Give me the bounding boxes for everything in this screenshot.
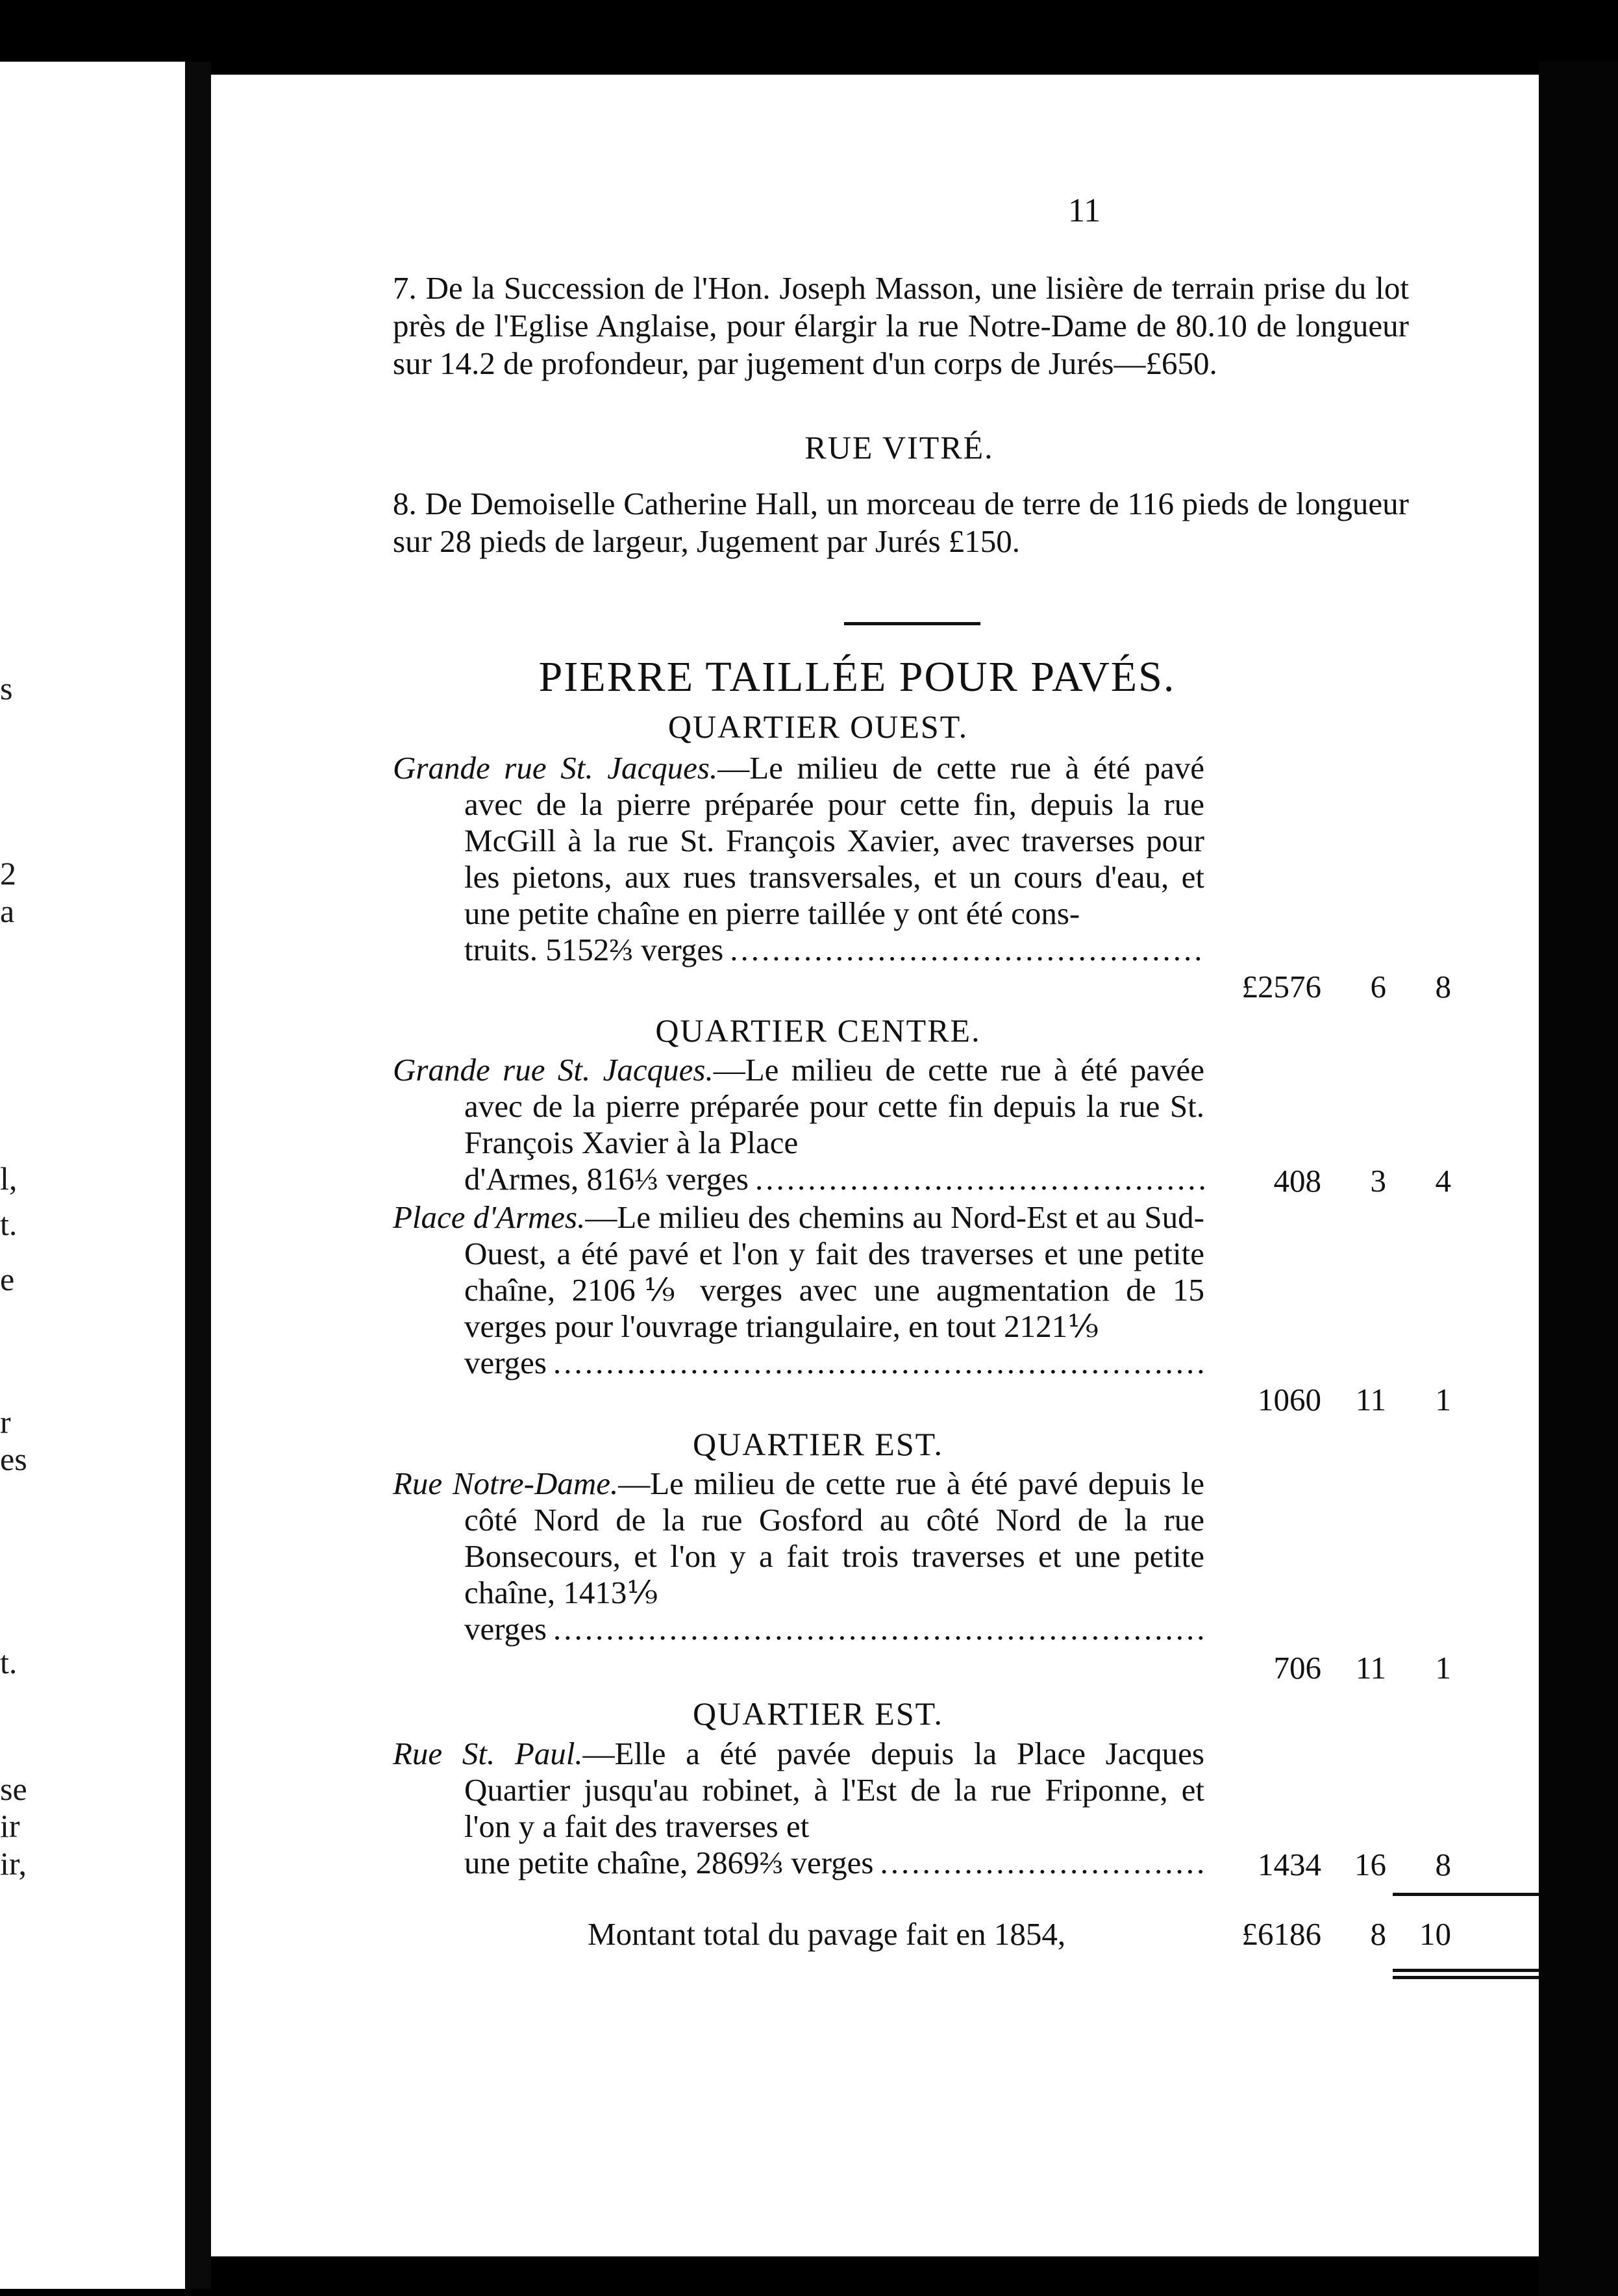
amount-pence: 1 <box>1435 1382 1451 1417</box>
district-heading: QUARTIER EST. <box>693 1695 943 1732</box>
paragraph-item-7: 7. De la Succession de l'Hon. Joseph Masson, une lisière de terrain prise du lot près de l'Eglise Anglaise, pour élargir la rue Notre-Dame de 80.10 de longueur sur 14.2 de profondeur, par jugement d'un corps de Jurés—£650. <box>393 270 1409 381</box>
paragraph-item-8: 8. De Demoiselle Catherine Hall, un morceau de terre de 116 pieds de longueur sur 28 pieds de largeur, Jugement par Jurés £150. <box>393 486 1409 559</box>
document-page <box>211 75 1539 2256</box>
left-fragment: 2 <box>0 855 16 892</box>
left-fragment: ir <box>0 1808 20 1844</box>
street-label: Rue St. Paul. <box>393 1736 583 1771</box>
amount-row <box>1172 1381 1451 1418</box>
paving-entry <box>393 1466 1204 1647</box>
amount-shillings: 6 <box>1370 969 1386 1004</box>
paving-entry <box>393 1052 1204 1197</box>
left-fragment: s <box>0 670 13 706</box>
total-label: Montant total du pavage fait en 1854, <box>588 1916 1066 1952</box>
entry-text: —Le milieu des chemins au Nord-Est et au Sud-Ouest, a été pavé et l'on y fait des traverses et une petite chaîne, 2106⅑ verges avec une augmentation de 15 verges pour l'ouvrage triangulaire, en tout 2121⅑ <box>464 1199 1204 1344</box>
amount-row <box>1172 1846 1451 1883</box>
total-amount-row <box>1172 1915 1451 1953</box>
entry-last-line: une petite chaîne, 2869⅔ verges <box>464 1845 874 1880</box>
entry-text: —Elle a été pavée depuis la Place Jacques Quartier jusqu'au robinet, à l'Est de la rue Friponne, et l'on y a fait des traverses et <box>464 1736 1204 1844</box>
street-label: Rue Notre-Dame. <box>393 1466 619 1501</box>
paving-entry <box>393 1199 1204 1381</box>
left-fragment: t. <box>0 1206 18 1242</box>
district-heading: QUARTIER CENTRE. <box>655 1012 981 1049</box>
amount-pence: 4 <box>1435 1163 1451 1199</box>
entry-text: —Le milieu de cette rue à été pavé depuis le côté Nord de la rue Gosford au côté Nord de la rue Bonsecours, et l'on y a fait trois traverses et une petite chaîne, 1413⅑ <box>464 1466 1204 1610</box>
amount-row <box>1172 1649 1451 1686</box>
street-label: Grande rue St. Jacques. <box>393 750 718 786</box>
entry-last-line: truits. 5152⅔ verges <box>464 932 724 967</box>
leader-dots <box>553 1345 1204 1381</box>
scan-border <box>1539 62 1618 2296</box>
entry-text: —Le milieu de cette rue à été pavé avec de la pierre préparée pour cette fin, depuis la rue McGill à la rue St. François Xavier, avec traverses pour les pietons, aux rues transversales, et un cours d'eau, et une petite chaîne en pierre taillée y ont été cons- <box>464 750 1205 931</box>
street-label: Grande rue St. Jacques. <box>393 1052 714 1088</box>
total-shillings: 8 <box>1370 1916 1386 1952</box>
amount-pence: 8 <box>1435 1847 1451 1882</box>
total-pounds: £6186 <box>1241 1916 1321 1952</box>
left-page-fragment <box>0 62 185 2289</box>
district-heading: QUARTIER EST. <box>693 1426 943 1462</box>
leader-dots <box>553 1611 1204 1647</box>
amount-row <box>1172 968 1451 1005</box>
left-fragment: t. <box>0 1644 18 1680</box>
amount-pounds: 408 <box>1273 1163 1321 1199</box>
entry-last-line: verges <box>464 1611 547 1647</box>
amount-shillings: 11 <box>1355 1650 1386 1686</box>
amount-shillings: 11 <box>1355 1382 1386 1417</box>
district-heading: QUARTIER OUEST. <box>667 708 969 745</box>
leader-dots <box>880 1845 1204 1881</box>
amount-shillings: 3 <box>1370 1163 1386 1199</box>
entry-text: —Le milieu de cette rue à été pavée avec de la pierre préparée pour cette fin depuis la rue St. François Xavier à la Place <box>464 1052 1204 1160</box>
paving-entry <box>393 1736 1204 1881</box>
amount-shillings: 16 <box>1354 1847 1386 1882</box>
left-fragment: es <box>0 1441 27 1477</box>
leader-dots <box>730 932 1204 968</box>
amount-row <box>1172 1162 1451 1199</box>
street-label: Place d'Armes. <box>393 1199 586 1235</box>
subheading-rue-vitre: RUE VITRÉ. <box>804 429 994 466</box>
left-fragment: se <box>0 1771 27 1807</box>
total-double-rule <box>1393 1976 1539 1979</box>
left-fragment: ir, <box>0 1845 27 1882</box>
section-divider <box>844 622 980 625</box>
left-fragment: r <box>0 1404 11 1440</box>
paving-entry <box>393 750 1204 968</box>
amount-pounds: 1060 <box>1258 1382 1321 1417</box>
left-fragment: a <box>0 893 15 929</box>
total-pence: 10 <box>1419 1916 1451 1952</box>
leader-dots <box>755 1161 1204 1197</box>
total-double-rule <box>1393 1969 1539 1972</box>
amount-pence: 8 <box>1435 969 1451 1004</box>
left-fragment: e <box>0 1261 15 1297</box>
page-number: 11 <box>1068 192 1101 229</box>
amount-pounds: 706 <box>1273 1650 1321 1686</box>
book-gutter <box>185 62 211 2289</box>
amount-pounds: £2576 <box>1241 969 1321 1004</box>
section-title: PIERRE TAILLÉE POUR PAVÉS. <box>538 653 1176 701</box>
sum-rule <box>1393 1893 1539 1896</box>
entry-last-line: verges <box>464 1345 547 1380</box>
entry-last-line: d'Armes, 816⅓ verges <box>464 1161 749 1197</box>
amount-pence: 1 <box>1435 1650 1451 1686</box>
amount-pounds: 1434 <box>1258 1847 1321 1882</box>
left-fragment: l, <box>0 1160 18 1197</box>
